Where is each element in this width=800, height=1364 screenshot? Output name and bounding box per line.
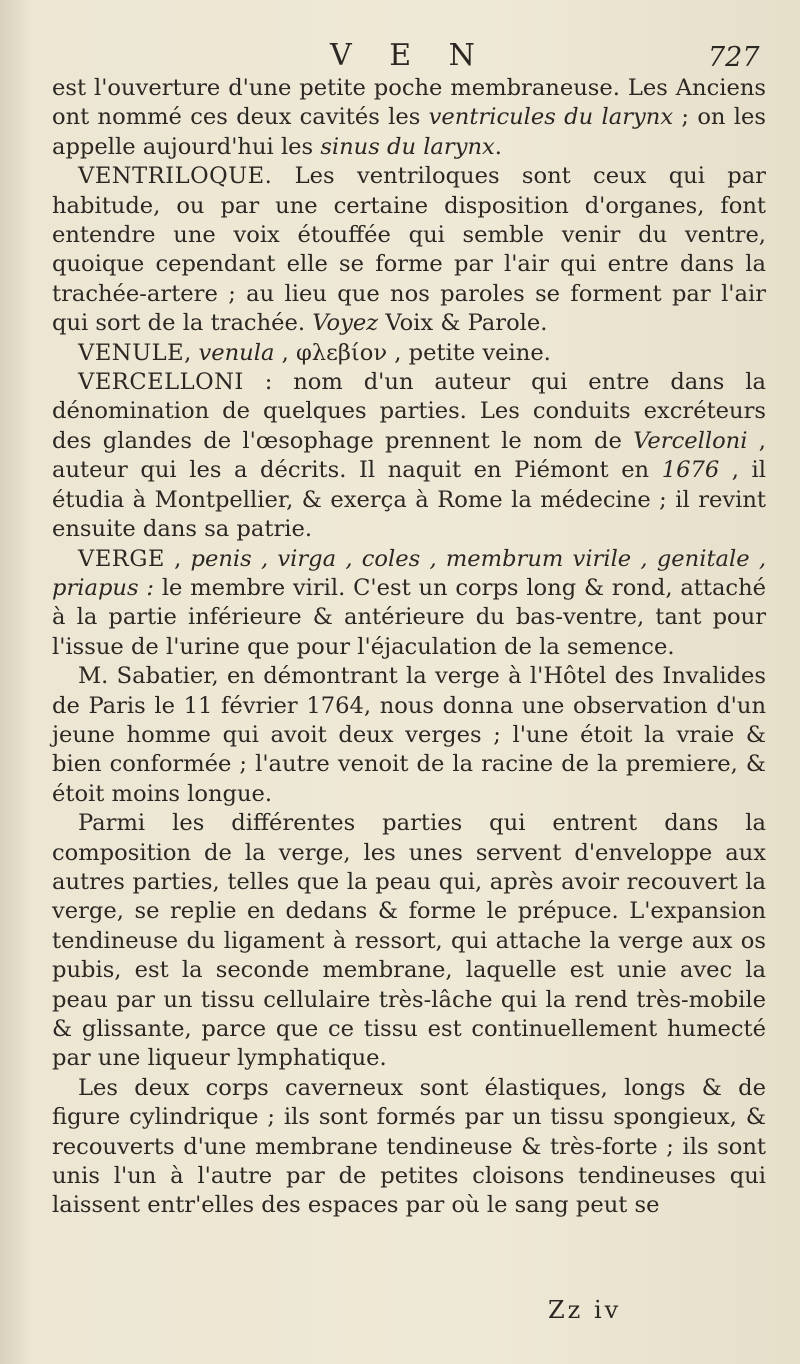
italic-term: 1676: [661, 457, 720, 484]
entry-headword: VENULE: [78, 339, 185, 366]
paragraph-continuation: [52, 74, 766, 162]
page-header: [0, 38, 800, 78]
italic-term: sinus du larynx: [320, 133, 495, 160]
italic-term: ventricules du larynx: [428, 104, 674, 131]
entry-vercelloni: [52, 368, 766, 544]
body-text: [52, 74, 766, 1221]
italic-term: Voyez: [312, 310, 379, 337]
text-run: le membre viril. C'est un corps long & rond, attaché à la partie inférieure & antérieure du bas-ventre, tant pour l'issue de l'urine que pour l'éjaculation de la semence.: [52, 574, 766, 660]
text-run: ; on les appelle aujourd'hui les: [52, 104, 766, 160]
entry-headword: VERGE: [78, 545, 165, 572]
entry-headword: VERCELLONI: [78, 369, 244, 396]
running-head: V E N: [330, 38, 489, 73]
page-number: 727: [708, 42, 760, 73]
text-run: M. Sabatier, en démontrant la verge à l'Hôtel des Invalides de Paris le 11 février 1764, nous donna une observation d'un jeune homme qui avoit deux verges ; l'une étoit la vraie & bien conformée ; l'autre venoit de la racine de la premiere, & étoit moins longue.: [52, 663, 766, 807]
italic-term: penis , virga , coles , membrum virile , genitale , priapus :: [52, 545, 767, 601]
text-run: .: [494, 133, 502, 160]
text-run: , φλεβίον , petite veine.: [274, 339, 551, 366]
italic-term: Vercelloni: [633, 427, 748, 454]
signature-mark: Zz iv: [548, 1296, 622, 1324]
text-run: , auteur qui les a décrits. Il naquit en Piémont en: [52, 427, 766, 484]
text-run: ,: [164, 545, 191, 572]
text-run: ,: [184, 339, 199, 366]
italic-term: venula: [198, 339, 275, 366]
text-run: Les ventriloques sont ceux qui par habitude, ou par une certaine disposition d'organes, font entendre une voix étouffée qui semble venir du ventre, quoique cependant elle se forme par l'air qui entre dans la trachée-artere ; au lieu que nos paroles se forment par l'air qui sort de la trachée.: [52, 163, 766, 337]
text-run: : nom d'un auteur qui entre dans la dénomination de quelques parties. Les conduits excréteurs des glandes de l'œsophage prennent le nom de: [52, 369, 766, 454]
text-run: Voix & Parole.: [378, 310, 548, 337]
paragraph-composition: [52, 809, 766, 1074]
text-run: Parmi les différentes parties qui entrent dans la composition de la verge, les unes servent d'enveloppe aux autres parties, telles que la peau qui, après avoir recouvert la verge, se replie en dedans & forme le prépuce. L'expansion tendineuse du ligament à ressort, qui attache la verge aux os pubis, est la seconde membrane, laquelle est unie avec la peau par un tissu cellulaire très-lâche qui la rend très-mobile & glissante, parce que ce tissu est continuellement humecté par une liqueur lymphatique.: [52, 810, 766, 1072]
paragraph-corps-caverneux: [52, 1074, 766, 1221]
paragraph-sabatier: [52, 662, 766, 809]
entry-venule: [52, 339, 766, 368]
entry-headword: VENTRILOQUE.: [78, 163, 273, 190]
entry-ventriloque: [52, 162, 766, 338]
text-run: est l'ouverture d'une petite poche membraneuse. Les Anciens ont nommé ces deux cavités les: [52, 75, 766, 131]
text-run: , il étudia à Montpellier, & exerça à Rome la médecine ; il revint ensuite dans sa patrie.: [52, 457, 766, 543]
text-run: Les deux corps caverneux sont élastiques, longs & de figure cylindrique ; ils sont formés par un tissu spongieux, & recouverts d'une membrane tendineuse & très-forte ; ils sont unis l'un à l'autre par de petites cloisons tendineuses qui laissent entr'elles des espaces par où le sang peut se: [52, 1074, 766, 1219]
entry-verge: [52, 545, 766, 663]
